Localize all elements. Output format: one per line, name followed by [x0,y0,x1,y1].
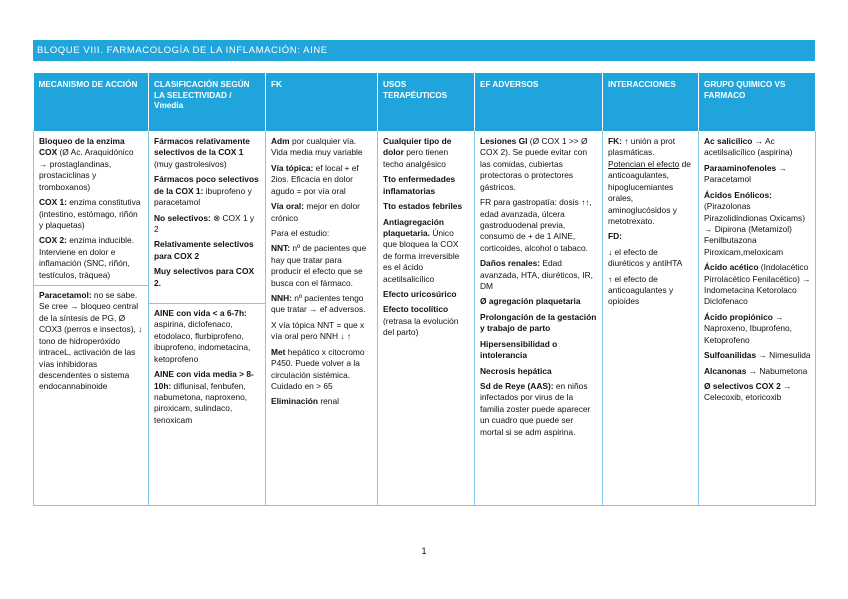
paragraph [154,308,261,365]
text: → Celecoxib, etoricoxib [704,381,792,403]
paragraph [480,339,598,362]
bold-text: Hipersensibilidad o intolerancia [480,338,558,361]
paragraph [39,197,144,231]
section-banner: BLOQUE VIII. FARMACOLOGÍA DE LA INFLAMACIÓN: AINE [33,40,815,61]
paragraph [608,231,694,242]
paragraph [383,217,470,286]
bold-text: NNH: [271,293,292,304]
bold-text: Bloqueo de la enzima COX [39,136,125,158]
bold-text: Paraaminofenoles [704,162,777,173]
bold-text: Efecto tocolítico [383,304,449,315]
bold-text: Daños renales: [480,258,541,269]
paragraph [271,320,373,343]
divider [34,285,148,286]
paragraph [154,369,261,426]
cell-grupo-quimico [699,131,816,505]
paragraph [480,296,598,307]
paragraph [271,396,373,407]
text: enzima constitutiva (intestino, estómago, riñón y plaquetas) [39,197,141,230]
paragraph [608,136,694,227]
bold-text: Sulfoanilidas [704,350,757,361]
paragraph [383,174,470,197]
paragraph [383,289,470,300]
bold-text: Met [271,346,286,357]
bold-text: NNT: [271,243,291,254]
text: renal [318,396,339,407]
bold-text: AINE con vida < a 6-7h: [154,308,247,319]
paragraph [383,304,470,338]
paragraph [271,347,373,393]
text: → Nabumetona [746,365,808,376]
text: ⊗ COX 1 y 2 [154,212,255,234]
text: ↑ unión a prot plasmáticas. [608,136,676,158]
paragraph [704,190,811,259]
paragraph [480,312,598,335]
bold-text: Paracetamol: [39,290,92,301]
bold-text: Tto estados febriles [383,201,463,212]
cell-fk [266,131,378,505]
text: ↑ el efecto de anticoagulantes y opioides [608,273,674,307]
paragraph [608,247,694,270]
text: ibuprofeno y paracetamol [154,185,252,208]
paragraph [480,381,598,438]
bold-text: AINE con vida media > 8-10h: [154,369,254,391]
bold-text: Ø selectivos COX 2 [704,381,781,392]
header-grupo-quimico: GRUPO QUIMICO VS FARMACO [699,73,816,131]
bold-text: Ac salicílico [704,136,753,146]
text: de anticoagulantes, hipoglucemiantes orales, aminoglucósidos y metotrexato. [608,158,691,226]
bold-text: Relativamente selectivos para COX 2 [154,239,254,261]
bold-text: Fármacos poco selectivos de la COX 1: [154,174,259,196]
text: (muy gastrolesivos) [154,158,227,169]
paragraph [480,258,598,292]
page-number: 1 [421,546,427,556]
bold-text: Ácido propiónico [704,311,773,322]
bold-text: COX 1: [39,197,67,208]
text: mejor en dolor crónico [271,201,360,223]
header-fk: FK [266,73,378,131]
text: → Nimesulida [756,350,811,361]
paragraph [271,243,373,289]
text: enzima inducible. Interviene en dolor e inflamación (SNC, riñón, testículos, tráquea) [39,235,134,280]
header-row [34,73,816,131]
text: Edad avanzada, HTA, diuréticos, IR, DM [480,258,593,292]
paragraph [480,136,598,193]
underlined-text: Potencian el efecto [608,158,680,169]
bold-text: Ácidos Enólicos: [704,189,772,200]
text: → Paracetamol [704,162,787,185]
bold-text: Lesiones GI [480,136,528,146]
text: Para el estudio: [271,227,330,238]
paragraph [480,366,598,377]
text: ↓ el efecto de diuréticos y antiHTA [608,246,683,269]
bold-text: Vía oral: [271,201,305,212]
bold-text: No selectivos: [154,212,211,223]
paragraph [608,274,694,308]
table-row [34,131,816,505]
text: (Pirazolonas Pirazolidindionas Oxicams) → Dipirona (Metamizol) Fenilbutazona Piroxicam,meloxicam [704,201,806,257]
text: (retrasa la evolución del parto) [383,315,459,338]
text: nº pacientes tengo que tratar → ef adversos. [271,293,366,315]
header-ef-adversos: EF ADVERSOS [475,73,603,131]
header-clasificacion: CLASIFICACIÓN SEGÚN LA SELECTIVIDAD / Vmedia [149,73,266,131]
bold-text: Sd de Reye (AAS): [480,381,554,392]
bold-text: Vía tópica: [271,162,314,173]
cell-interacciones [603,131,699,505]
cell-ef-adversos [475,131,603,505]
paragraph [704,262,811,308]
aine-table [33,73,816,506]
bold-text: Fármacos relativamente selectivos de la COX 1 [154,136,250,158]
text: (Ø Ac. Araquidónico → prostaglandinas, prostaciclinas y tromboxanos) [39,147,134,192]
paragraph [704,136,811,159]
paragraph [39,136,144,193]
paragraph [154,174,261,208]
text: (Ø COX 1 >> Ø COX 2). Se puede evitar con las comidas, cubiertas protectoras o protectores gástricos. [480,136,588,192]
bold-text: Eliminación [271,396,319,407]
bold-text: Efecto uricosúrico [383,289,457,300]
text: por cualquier vía. Vida media muy variable [271,136,363,158]
paragraph [704,350,811,361]
bold-text: Muy selectivos para COX 2. [154,266,255,288]
text: (Indolacético Pirrolacético Fenilacético) → Indometacina Ketorolaco Diclofenaco [704,262,811,307]
paragraph [271,293,373,316]
bold-text: Adm [271,136,290,146]
divider [149,303,265,304]
paragraph [154,213,261,236]
text: hepático x citocromo P450. Puede volver a la circulación sistémica. Cuidado en > 65 [271,346,365,392]
text: aspirina, diclofenaco, etodolaco, flurbiprofeno, ibuprofeno, indometacina, ketoprofeno [154,319,251,364]
cell-usos [378,131,475,505]
bold-text: Prolongación de la gestación y trabajo de parto [480,311,597,334]
text: FR para gastropatía: dosis ↑↑, edad avanzada, úlcera gastroduodenal previa, consumo de + de 1 AINE, corticoides, alcohol o tabaco. [480,197,592,253]
bold-text: COX 2: [39,235,67,246]
text: nº de pacientes que hay que tratar para producir el efecto que se busca con el fármaco. [271,243,367,288]
paragraph [704,366,811,377]
paragraph [154,239,261,262]
paragraph [271,228,373,239]
text: pero tienen techo analgésico [383,147,449,169]
bold-text: Antiagregación plaquetaria. [383,216,444,238]
bold-text: Alcanonas [704,365,747,376]
paragraph [480,197,598,254]
bold-text: FK: [608,136,622,146]
text: Único que bloquea la COX de forma irreversible es el ácido acetilsalicílico [383,227,460,284]
cell-clasificacion [149,131,266,505]
bold-text: FD: [608,231,622,242]
paragraph [154,136,261,170]
cell-mecanismo [34,131,149,505]
header-mecanismo: MECANISMO DE ACCIÓN [34,73,149,131]
header-usos: USOS TERAPÉUTICOS [378,73,475,131]
paragraph [39,290,144,393]
text: ef local + ef 2ios. Eficacia en dolor agudo = por vía oral [271,162,359,196]
text: → Naproxeno, Ibuprofeno, Ketoprofeno [704,311,792,345]
bold-text: Ø agregación plaquetaria [480,296,581,307]
text: → Ac acetilsalicílico (aspirina) [704,136,793,158]
bold-text: Ácido acético [704,262,759,273]
paragraph [704,312,811,346]
paragraph [271,163,373,197]
text: no se sabe. Se cree → bloqueo central de la síntesis de PG, Ø COX3 (perros e insectos), ↓ tono de hidroperóxido intraceL, activación de las vías inhibidoras descendentes o sistema endocannabinoide [39,290,143,392]
paragraph [383,136,470,170]
paragraph [271,201,373,224]
text: en niños infectados por virus de la familia zoster puede aparecer un cuadro que puede ser mortal si se adm aspirina. [480,381,591,437]
text: diflunisal, fenbufen, nabumetona, naproxeno, piroxicam, sulindaco, tenoxicam [154,380,248,425]
text: X vía tópica NNT = que x vía oral pero NNH ↓ ↑ [271,319,365,342]
bold-text: Necrosis hepática [480,365,552,376]
paragraph [383,201,470,212]
paragraph [704,381,811,404]
bold-text: Tto enfermedades inflamatorias [383,174,456,196]
bold-text: Cualquier tipo de dolor [383,136,452,158]
paragraph [39,235,144,281]
paragraph [271,136,373,159]
header-interacciones: INTERACCIONES [603,73,699,131]
paragraph [154,266,261,289]
paragraph [704,163,811,186]
